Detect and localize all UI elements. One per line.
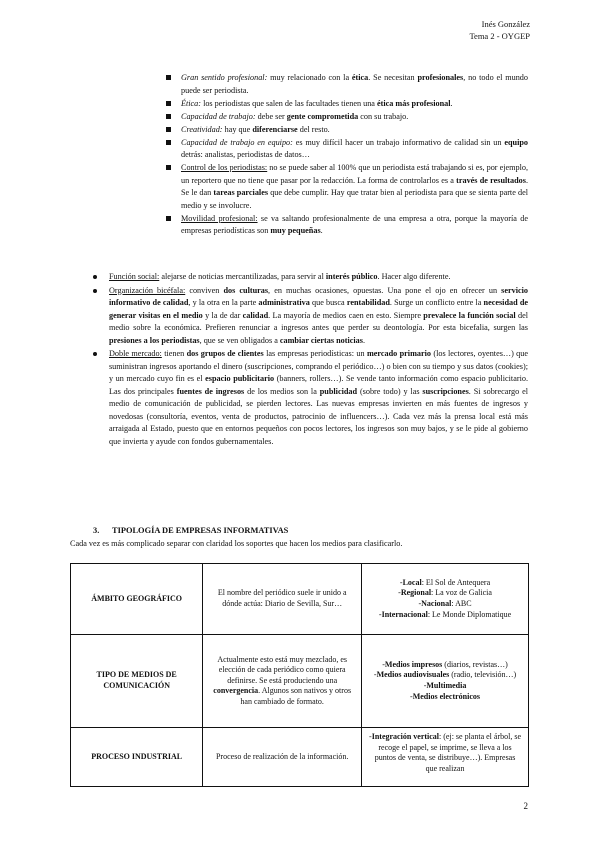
list-item-text: Movilidad profesional: se va saltando profesionalmente de una empresa a otra, porque la mayoría de empresas periodísticas son muy pequeñas. (181, 213, 528, 235)
row-description: Actualmente esto está muy mezclado, es elección de cada periódico como quiera definirse. Se está produciendo una convergencia. Algunos son nativos y otros han cambiado de formato. (203, 635, 362, 728)
row-examples (362, 728, 529, 787)
table-row (71, 728, 529, 787)
list-item (93, 348, 528, 448)
list-item (166, 111, 528, 124)
square-bullet-icon (166, 101, 171, 106)
example-line: -Medios audiovisuales (radio, televisión…) (373, 670, 517, 680)
section-title: TIPOLOGÍA DE EMPRESAS INFORMATIVAS (112, 526, 289, 535)
example-line: -Regional: La voz de Galicia (398, 588, 492, 598)
list-item-text: Capacidad de trabajo en equipo: es muy difícil hacer un trabajo informativo de calidad sin un equipo detrás: analistas, periodistas de datos… (181, 137, 528, 159)
square-bullet-icon (166, 127, 171, 132)
typology-table (70, 563, 529, 787)
round-bullet-icon (93, 352, 97, 356)
list-item (166, 124, 528, 137)
square-bullet-icon (166, 75, 171, 80)
table-row (71, 635, 529, 728)
section-number: 3. (93, 526, 100, 535)
list-item-text: Doble mercado: tienen dos grupos de clientes las empresas periodísticas: un mercado primario (los lectores, oyentes…) que suministran ingresos aportando el dinero (suscripciones, comprando el periódico…) o bien con su tiempo y sus datos (cookies); y un mercado cuyo fin es el espacio publicitario (banners, rollers…). Se vende tanto información como espacio publicitario. Las dos principales fuentes de ingresos de los medios son la publicidad (sobre todo) y las suscripciones. Si sobrecargo el medio de comunicación de publicidad, se pierden lectores. Las nuevas empresas invierten en más fuentes de ingresos y novedosas (consultoría, eventos, venta de productos, patrocinio de influencers…). Cada vez más la prensa local está más arraigada al Estado, puesto que en entornos pequeños con pocos lectores, los ingresos son muy bajos, y se le pide al gobierno que invierta y ayude con fondos gubernamentales. (109, 349, 528, 446)
list-item-text: Ética: los periodistas que salen de las facultades tienen una ética más profesional. (181, 98, 453, 108)
example-line: -Integración vertical: (ej: se planta el árbol, se recoge el papel, se imprime, se lleva a los puntos de venta, se distribuye…). Empresas que realizan (369, 732, 521, 773)
round-bullet-icon (93, 289, 97, 293)
example-line: -Medios electrónicos (410, 691, 481, 701)
table-row (71, 564, 529, 635)
row-examples (362, 635, 529, 728)
header-author: Inés González (481, 19, 530, 29)
square-bullet-icon (166, 114, 171, 119)
list-item (166, 137, 528, 162)
characteristics-list (93, 271, 528, 449)
row-heading: PROCESO INDUSTRIAL (71, 728, 203, 787)
row-examples (362, 564, 529, 635)
list-item (166, 98, 528, 111)
list-item (166, 72, 528, 97)
list-item (166, 213, 528, 238)
page-number: 2 (523, 801, 528, 811)
header-subject: Tema 2 - OYGEP (469, 31, 530, 41)
list-item-text: Control de los periodistas: no se puede saber al 100% que un periodista está trabajando si es, por ejemplo, un reportero que no tiene que pasar por la redacción. La forma de controlarlos es a través de resultados. Se le dan tareas parciales que debe cumplir. Hay que tratar bien al periodista para que se sienta parte del medio y se involucre. (181, 163, 529, 210)
round-bullet-icon (93, 275, 97, 279)
row-heading: ÁMBITO GEOGRÁFICO (71, 564, 203, 635)
square-bullet-icon (166, 140, 171, 145)
row-heading: TIPO DE MEDIOS DE COMUNICACIÓN (71, 635, 203, 728)
list-item-text: Gran sentido profesional: muy relacionado con la ética. Se necesitan profesionales, no todo el mundo puede ser periodista. (181, 73, 528, 95)
row-description: El nombre del periódico suele ir unido a dónde actúa: Diario de Sevilla, Sur… (203, 564, 362, 635)
example-line: -Multimedia (423, 681, 467, 690)
page-header (469, 18, 530, 42)
section-heading (93, 525, 288, 538)
example-line: -Local: El Sol de Antequera (399, 577, 491, 587)
list-item-text: Capacidad de trabajo: debe ser gente comprometida con su trabajo. (181, 111, 409, 121)
square-bullet-icon (166, 165, 171, 170)
section-intro: Cada vez es más complicado separar con claridad los soportes que hacen los medios para clasificarlo. (70, 539, 403, 548)
list-item-text: Organización bicéfala: conviven dos culturas, en muchas ocasiones, opuestas. Una pone el ojo en ofrecer un servicio informativo de calidad, y la otra en la parte administrativa que busca rentabilidad. Surge un conflicto entre la necesidad de generar visitas en el medio y la de dar calidad. La mayoría de medios caen en esto. Siempre prevalece la función social del medio sobre la económica. Prefieren renunciar a ingresos antes que perder su deontología. Por esta bicefalia, surgen las presiones a los periodistas, que se ven obligados a cambiar ciertas noticias. (109, 285, 529, 345)
list-item (166, 162, 528, 212)
example-line: -Nacional: ABC (418, 599, 472, 608)
list-item (93, 285, 528, 348)
subtopic-list (166, 72, 528, 238)
example-line: -Medios impresos (diarios, revistas…) (382, 659, 508, 669)
list-item (93, 271, 528, 284)
list-item-text: Creatividad: hay que diferenciarse del resto. (181, 124, 330, 134)
list-item-text: Función social: alejarse de noticias mercantilizadas, para servir al interés público. Hacer algo diferente. (109, 272, 451, 281)
square-bullet-icon (166, 216, 171, 221)
example-line: -Internacional: Le Monde Diplomatique (378, 609, 512, 619)
row-description: Proceso de realización de la información. (203, 728, 362, 787)
